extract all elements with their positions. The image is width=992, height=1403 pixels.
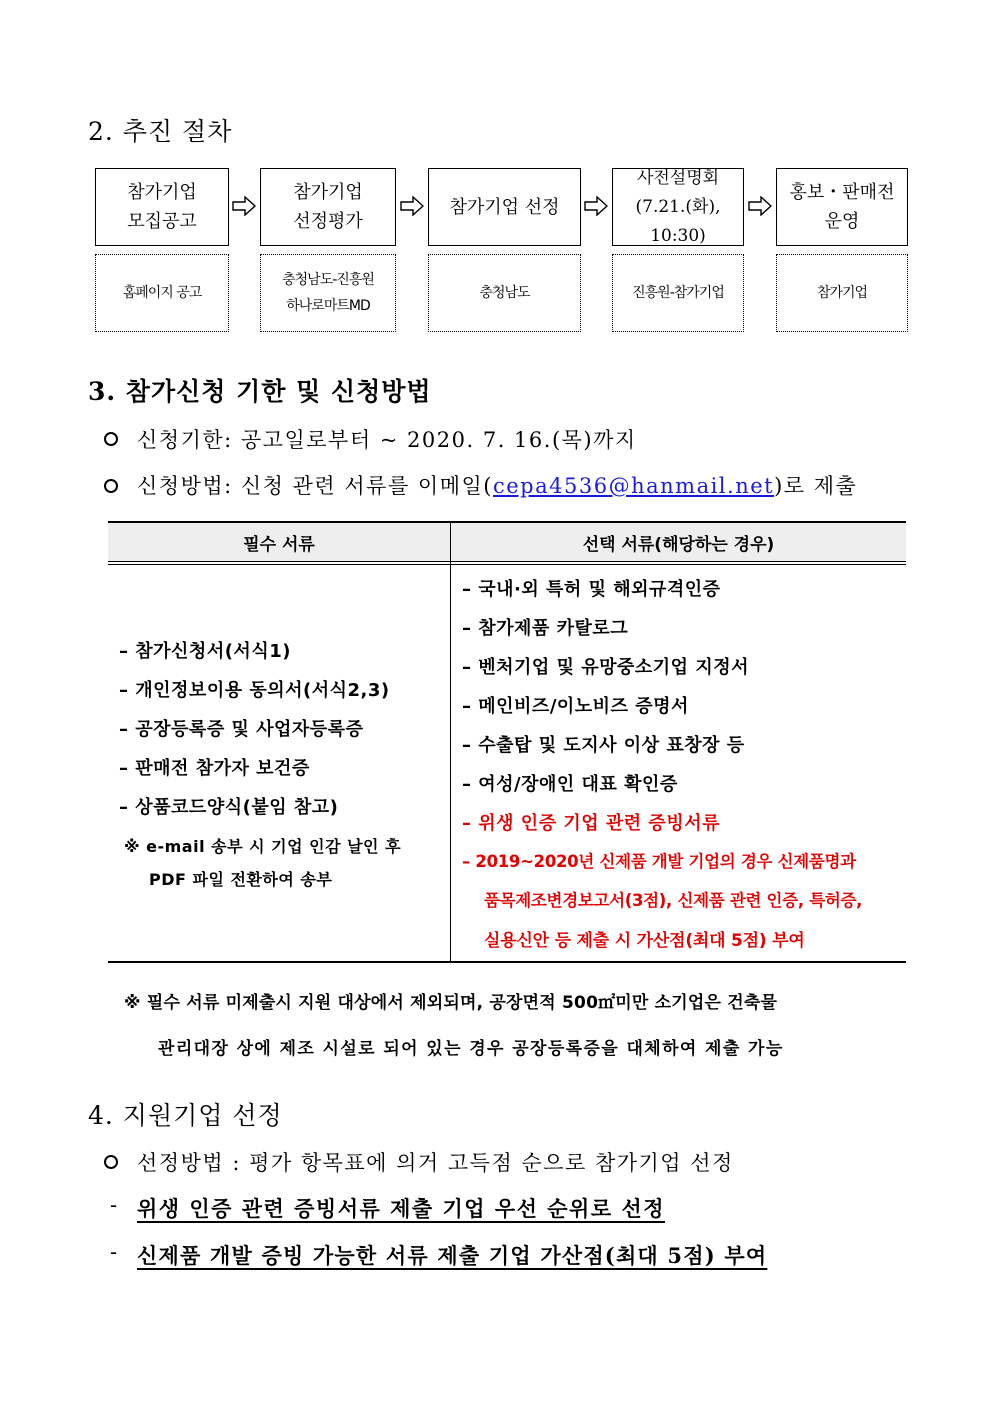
required-item: – 상품코드양식(붙임 참고) — [119, 797, 339, 818]
step-owner-5: 참가기업 — [776, 254, 908, 332]
email-link[interactable]: cepa4536@hanmail.net — [492, 474, 775, 498]
table-bottom-rule — [108, 961, 906, 963]
circle-bullet-icon — [104, 432, 118, 446]
selection-method-text: 선정방법 : 평가 항목표에 의거 고득점 순으로 참가기업 선정 — [137, 1151, 734, 1175]
priority-dash: - — [110, 1193, 119, 1217]
required-item: – 공장등록증 및 사업자등록증 — [119, 719, 364, 740]
required-item: – 참가신청서(서식1) — [119, 641, 291, 662]
optional-item-highlight: – 2019~2020년 신제품 개발 기업의 경우 신제품명과 — [462, 852, 856, 871]
step-owner-2: 충청남도-진흥원 하나로마트MD — [260, 254, 396, 332]
optional-item-highlight: – 위생 인증 기업 관련 증빙서류 — [462, 813, 720, 834]
step-owner-1: 홈페이지 공고 — [95, 254, 229, 332]
priority-line-2: 신제품 개발 증빙 가능한 서류 제출 기업 가산점(최대 5점) 부여 — [137, 1243, 768, 1268]
table-header-rule — [108, 564, 906, 565]
table-header-optional: 선택 서류(해당하는 경우) — [451, 523, 906, 561]
required-note: ※ e-mail 송부 시 기업 인감 날인 후 — [124, 837, 402, 856]
method-text — [137, 470, 857, 500]
required-item: – 개인정보이용 동의서(서식2,3) — [119, 680, 390, 701]
optional-item: – 여성/장애인 대표 확인증 — [462, 774, 678, 795]
circle-bullet-icon — [104, 479, 118, 493]
optional-item-highlight: 품목제조변경보고서(3점), 신제품 관련 인증, 특허증, — [484, 891, 863, 910]
deadline-text: 신청기한: 공고일로부터 ~ 2020. 7. 16.(목)까지 — [137, 428, 637, 452]
step-box-4: 사전설명회 (7.21.(화), 10:30) — [612, 168, 744, 246]
priority-dash: - — [110, 1240, 119, 1264]
step-box-1: 참가기업 모집공고 — [95, 168, 229, 246]
section-2-title: 2. 추진 절차 — [88, 117, 233, 146]
right-arrow-icon — [232, 196, 256, 216]
right-arrow-icon — [584, 196, 608, 216]
right-arrow-icon — [748, 196, 772, 216]
optional-item: – 국내·외 특허 및 해외규격인증 — [462, 579, 721, 600]
step-owner-3: 충청남도 — [428, 254, 581, 332]
section-3-title: 3. 참가신청 기한 및 신청방법 — [88, 377, 432, 406]
table-header-rule — [108, 561, 906, 562]
required-item: – 판매전 참가자 보건증 — [119, 758, 310, 779]
optional-item: – 메인비즈/이노비즈 증명서 — [462, 696, 689, 717]
table-column-divider — [450, 523, 451, 963]
circle-bullet-icon — [104, 1155, 118, 1169]
optional-item: – 참가제품 카탈로그 — [462, 618, 629, 639]
step-box-5: 홍보・판매전 운영 — [776, 168, 908, 246]
optional-item: – 벤처기업 및 유망중소기업 지정서 — [462, 657, 749, 678]
priority-line-1: 위생 인증 관련 증빙서류 제출 기업 우선 순위로 선정 — [137, 1196, 665, 1221]
notice-line-2: 관리대장 상에 제조 시설로 되어 있는 경우 공장등록증을 대체하여 제출 가능 — [158, 1039, 784, 1059]
table-header-required: 필수 서류 — [108, 523, 450, 561]
required-note: PDF 파일 전환하여 송부 — [149, 870, 333, 889]
step-box-3: 참가기업 선정 — [428, 168, 581, 246]
step-box-2: 참가기업 선정평가 — [260, 168, 396, 246]
method-prefix: 신청방법: 신청 관련 서류를 이메일( — [137, 474, 493, 498]
notice-line-1: ※ 필수 서류 미제출시 지원 대상에서 제외되며, 공장면적 500㎡미만 소기업은 건축물 — [124, 993, 778, 1013]
right-arrow-icon — [400, 196, 424, 216]
method-suffix: )로 제출 — [774, 474, 858, 498]
optional-item-highlight: 실용신안 등 제출 시 가산점(최대 5점) 부여 — [484, 931, 805, 951]
step-owner-4: 진흥원-참가기업 — [612, 254, 744, 332]
section-4-title: 4. 지원기업 선정 — [88, 1101, 283, 1130]
optional-item: – 수출탑 및 도지사 이상 표창장 등 — [462, 735, 745, 756]
